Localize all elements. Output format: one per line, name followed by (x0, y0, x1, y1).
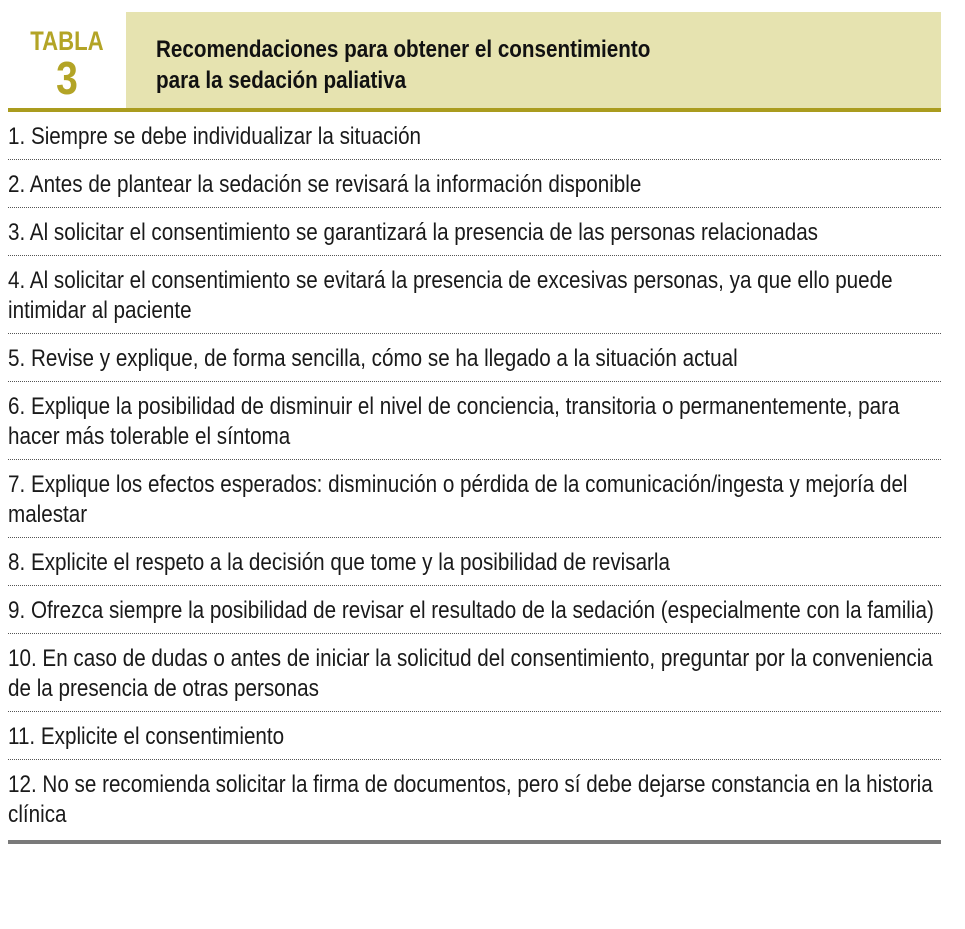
table-header (8, 12, 941, 108)
table-badge-number: 3 (56, 52, 78, 104)
recommendation-list (8, 112, 941, 840)
table-title-box (126, 12, 941, 108)
recommendation-item-6 (8, 382, 941, 460)
recommendation-text: 4. Al solicitar el consentimiento se evitará la presencia de excesivas personas, ya que ello puede intimidar al paciente (8, 267, 893, 324)
recommendation-item-9 (8, 586, 941, 634)
recommendation-text: 10. En caso de dudas o antes de iniciar la solicitud del consentimiento, preguntar por la conveniencia de la presencia de otras personas (8, 645, 933, 702)
recommendation-text: 9. Ofrezca siempre la posibilidad de revisar el resultado de la sedación (especialmente con la familia) (8, 597, 934, 624)
table-title (156, 34, 939, 96)
recommendation-text: 11. Explicite el consentimiento (8, 723, 285, 750)
table-title-line-1: Recomendaciones para obtener el consentimiento (156, 36, 651, 63)
recommendation-item-11 (8, 712, 941, 760)
table-badge-word: TABLA (30, 26, 104, 56)
recommendation-text: 2. Antes de plantear la sedación se revisará la información disponible (8, 171, 642, 198)
table-badge (8, 12, 126, 108)
recommendation-text: 5. Revise y explique, de forma sencilla, cómo se ha llegado a la situación actual (8, 345, 738, 372)
recommendation-item-4 (8, 256, 941, 334)
recommendation-text: 6. Explique la posibilidad de disminuir el nivel de conciencia, transitoria o permanentemente, para hacer más tolerable el síntoma (8, 393, 900, 450)
recommendation-item-3 (8, 208, 941, 256)
recommendation-text: 12. No se recomienda solicitar la firma de documentos, pero sí debe dejarse constancia en la historia clínica (8, 771, 933, 828)
recommendation-text: 1. Siempre se debe individualizar la situación (8, 123, 422, 150)
recommendation-item-2 (8, 160, 941, 208)
recommendation-text: 8. Explicite el respeto a la decisión que tome y la posibilidad de revisarla (8, 549, 670, 576)
table-title-line-2: para la sedación paliativa (156, 67, 407, 94)
recommendation-item-12 (8, 760, 941, 840)
recommendation-item-10 (8, 634, 941, 712)
bottom-rule (8, 840, 941, 844)
table-3 (8, 12, 941, 844)
recommendation-item-7 (8, 460, 941, 538)
recommendation-text: 3. Al solicitar el consentimiento se garantizará la presencia de las personas relacionadas (8, 219, 818, 246)
recommendation-item-5 (8, 334, 941, 382)
recommendation-item-8 (8, 538, 941, 586)
recommendation-text: 7. Explique los efectos esperados: disminución o pérdida de la comunicación/ingesta y mejoría del malestar (8, 471, 908, 528)
recommendation-item-1 (8, 112, 941, 160)
